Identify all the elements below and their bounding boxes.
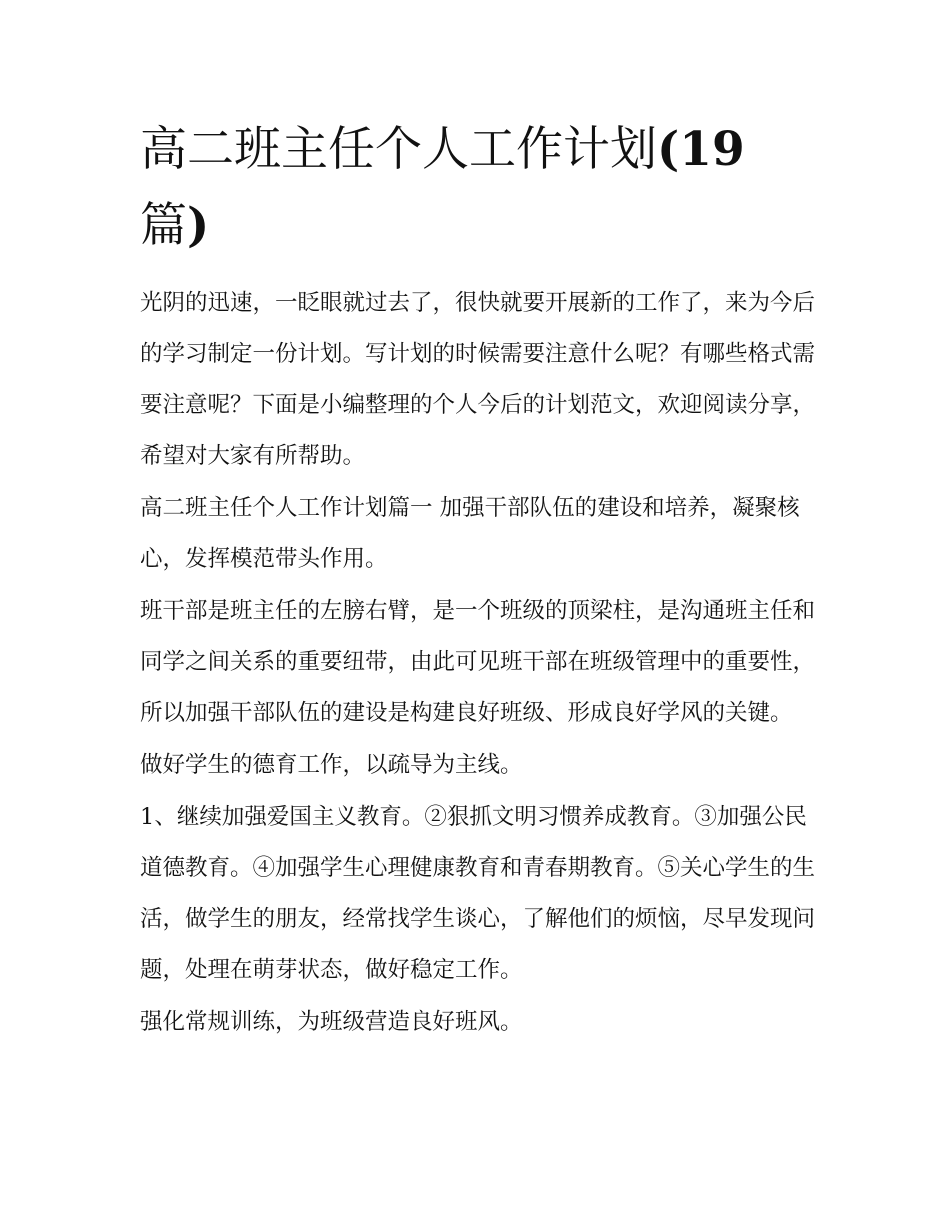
page-title [140, 112, 820, 264]
body-paragraph: 班干部是班主任的左膀右臂，是一个班级的顶梁柱，是沟通班主任和同学之间关系的重要纽带，由此可见班干部在班级管理中的重要性，所以加强干部队伍的建设是构建良好班级、形成良好学风的关键。 [140, 598, 816, 726]
title-main: 高二班主任个人工作计划 [140, 122, 657, 177]
title-line2-cn: 篇 [140, 198, 187, 253]
document-page [140, 112, 820, 1049]
intro-paragraph: 光阴的迅速，一眨眼就过去了，很快就要开展新的工作了，来为今后的学习制定一份计划。写计划的时候需要注意什么呢？有哪些格式需要注意呢？下面是小编整理的个人今后的计划范文，欢迎阅读分享，希望对大家有所帮助。 [140, 290, 816, 469]
title-paren: (19 [657, 122, 745, 177]
body-paragraph: 做好学生的德育工作，以疏导为主线。 [140, 752, 523, 778]
body-paragraph: 强化常规训练，为班级营造良好班风。 [140, 1009, 523, 1035]
section-heading-paragraph: 高二班主任个人工作计划篇一 加强干部队伍的建设和培养，凝聚核心，发挥模范带头作用。 [140, 495, 800, 572]
title-line2-paren: ) [187, 198, 210, 253]
body-paragraph: 1、继续加强爱国主义教育。②狠抓文明习惯养成教育。③加强公民道德教育。④加强学生心理健康教育和青春期教育。⑤关心学生的生活，做学生的朋友，经常找学生谈心，了解他们的烦恼，尽早发现问题，处理在萌芽状态，做好稳定工作。 [140, 804, 816, 983]
